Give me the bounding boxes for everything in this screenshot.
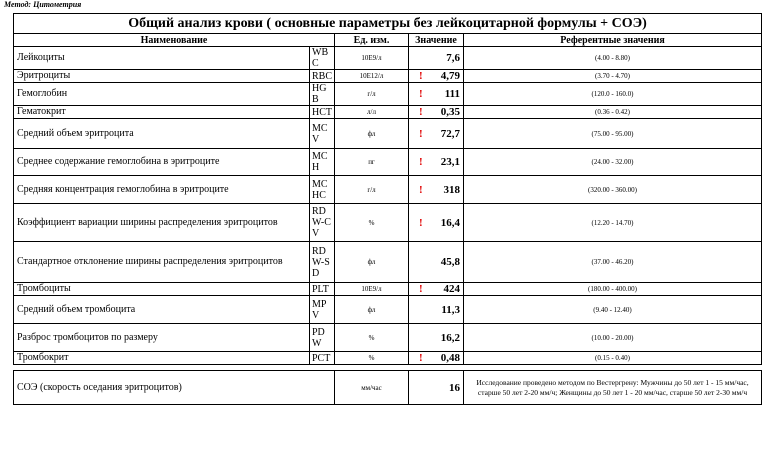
param-value (409, 204, 464, 242)
blood-test-table (13, 13, 762, 405)
param-name: Лейкоциты (14, 47, 310, 70)
header-row (14, 34, 762, 47)
param-unit: % (335, 324, 409, 352)
abnormal-flag-icon: ! (419, 183, 423, 196)
table-row (14, 176, 762, 204)
param-value-text: 111 (444, 88, 460, 100)
param-value (409, 242, 464, 283)
table-row (14, 352, 762, 365)
param-value-text: 7,6 (446, 52, 460, 64)
param-name: Стандартное отклонение ширины распределения эритроцитов (14, 242, 310, 283)
param-ref: (4.00 - 8.80) (464, 47, 762, 70)
param-code: MC HC (310, 176, 335, 204)
param-name: Эритроциты (14, 70, 310, 83)
header-name: Наименование (14, 34, 335, 47)
param-name: Тромбокрит (14, 352, 310, 365)
table-row (14, 106, 762, 119)
esr-note: Исследование проведено методом по Вестергрену: Мужчины до 50 лет 1 - 15 мм/час, старше 50 лет 2-20 мм/ч; Женщины до 50 лет 1 - 20 мм/час, старше 50 лет 2-30 мм/ч (464, 371, 762, 405)
param-ref: (0.15 - 0.40) (464, 352, 762, 365)
param-ref: (180.00 - 400.00) (464, 283, 762, 296)
param-ref: (0.36 - 0.42) (464, 106, 762, 119)
param-unit: фл (335, 119, 409, 149)
param-value-text: 23,1 (440, 156, 460, 168)
param-code: HG B (310, 83, 335, 106)
param-value-text: 16,4 (440, 216, 460, 229)
param-code: MP V (310, 296, 335, 324)
abnormal-flag-icon: ! (419, 70, 423, 82)
param-code: HCT (310, 106, 335, 119)
abnormal-flag-icon: ! (419, 88, 423, 100)
param-value-text: 0,35 (440, 106, 460, 118)
param-code: RD W-S D (310, 242, 335, 283)
esr-name: СОЭ (скорость оседания эритроцитов) (14, 371, 335, 405)
table-row (14, 47, 762, 70)
param-unit: г/л (335, 83, 409, 106)
param-ref: (120.0 - 160.0) (464, 83, 762, 106)
table-row (14, 119, 762, 149)
param-value (409, 176, 464, 204)
param-name: Коэффициент вариации ширины распределения эритроцитов (14, 204, 310, 242)
param-value-text: 4,79 (440, 70, 460, 82)
param-value (409, 149, 464, 176)
header-value: Значение (409, 34, 464, 47)
param-unit: л/л (335, 106, 409, 119)
param-value-text: 72,7 (440, 127, 460, 140)
param-unit: г/л (335, 176, 409, 204)
param-name: Средний объем эритроцита (14, 119, 310, 149)
param-code: PLT (310, 283, 335, 296)
param-unit: 10E9/л (335, 47, 409, 70)
param-name: Средний объем тромбоцита (14, 296, 310, 324)
param-value-text: 16,2 (440, 331, 460, 344)
param-value (409, 119, 464, 149)
param-code: RBC (310, 70, 335, 83)
header-unit: Ед. изм. (335, 34, 409, 47)
param-value-text: 424 (443, 283, 460, 295)
param-value (409, 47, 464, 70)
param-unit: 10E12/л (335, 70, 409, 83)
header-ref: Референтные значения (464, 34, 762, 47)
param-ref: (3.70 - 4.70) (464, 70, 762, 83)
table-row (14, 83, 762, 106)
param-value-text: 11,3 (441, 303, 460, 316)
param-ref: (320.00 - 360.00) (464, 176, 762, 204)
param-value-text: 45,8 (440, 256, 460, 268)
param-ref: (9.40 - 12.40) (464, 296, 762, 324)
param-value (409, 296, 464, 324)
param-value (409, 324, 464, 352)
abnormal-flag-icon: ! (419, 352, 423, 364)
param-value (409, 83, 464, 106)
param-name: Среднее содержание гемоглобина в эритроците (14, 149, 310, 176)
table-row (14, 324, 762, 352)
method-label: Метод: Цитометрия (4, 0, 82, 9)
param-unit: 10E9/л (335, 283, 409, 296)
param-value-text: 0,48 (440, 352, 460, 364)
esr-row (14, 371, 762, 405)
param-code: PCT (310, 352, 335, 365)
param-name: Гемоглобин (14, 83, 310, 106)
param-unit: фл (335, 242, 409, 283)
table-row (14, 283, 762, 296)
table-row (14, 204, 762, 242)
param-code: MC V (310, 119, 335, 149)
param-value (409, 352, 464, 365)
param-unit: фл (335, 296, 409, 324)
table-title-row (14, 14, 762, 34)
table-row (14, 149, 762, 176)
abnormal-flag-icon: ! (419, 283, 423, 295)
param-ref: (37.00 - 46.20) (464, 242, 762, 283)
table-row (14, 70, 762, 83)
param-name: Тромбоциты (14, 283, 310, 296)
param-code: PD W (310, 324, 335, 352)
abnormal-flag-icon: ! (419, 216, 423, 229)
param-name: Гематокрит (14, 106, 310, 119)
param-code: RD W-C V (310, 204, 335, 242)
table-title: Общий анализ крови ( основные параметры без лейкоцитарной формулы + СОЭ) (14, 14, 762, 34)
abnormal-flag-icon: ! (419, 156, 423, 168)
param-value-text: 318 (443, 183, 460, 196)
table-row (14, 242, 762, 283)
param-code: MC H (310, 149, 335, 176)
esr-unit: мм/час (335, 371, 409, 405)
param-ref: (10.00 - 20.00) (464, 324, 762, 352)
param-ref: (24.00 - 32.00) (464, 149, 762, 176)
abnormal-flag-icon: ! (419, 106, 423, 118)
param-unit: % (335, 352, 409, 365)
param-name: Разброс тромбоцитов по размеру (14, 324, 310, 352)
param-ref: (12.20 - 14.70) (464, 204, 762, 242)
param-value (409, 70, 464, 83)
param-name: Средняя концентрация гемоглобина в эритроците (14, 176, 310, 204)
table-row (14, 296, 762, 324)
param-unit: пг (335, 149, 409, 176)
param-code: WB C (310, 47, 335, 70)
param-value (409, 106, 464, 119)
esr-value: 16 (409, 371, 464, 405)
param-value (409, 283, 464, 296)
param-ref: (75.00 - 95.00) (464, 119, 762, 149)
param-unit: % (335, 204, 409, 242)
abnormal-flag-icon: ! (419, 127, 423, 140)
